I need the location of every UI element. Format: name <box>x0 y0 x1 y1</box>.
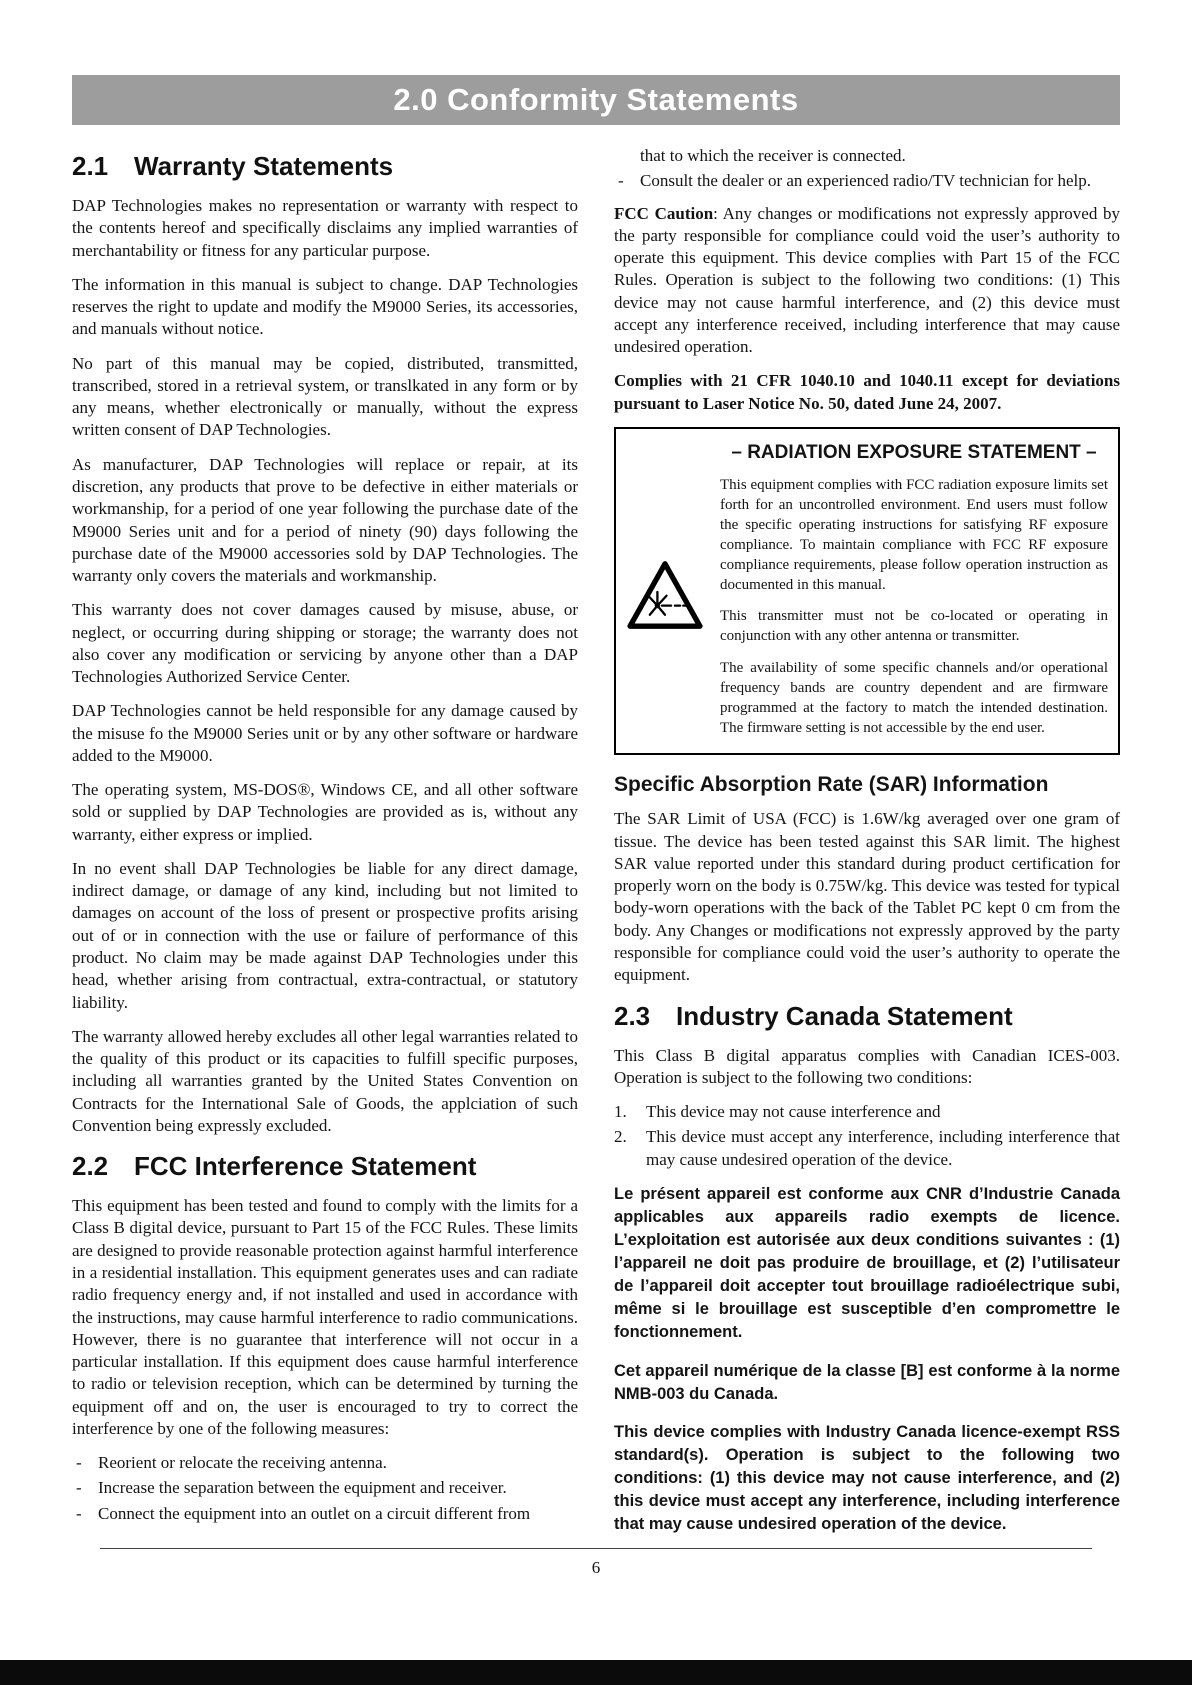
condition-text: This device may not cause interference and <box>646 1102 941 1122</box>
measure-text: Consult the dealer or an experienced radio/TV technician for help. <box>640 171 1091 191</box>
radiation-exposure-box <box>614 427 1120 755</box>
measure-continuation: that to which the receiver is connected. <box>640 146 906 165</box>
warranty-paragraph: As manufacturer, DAP Technologies will replace or repair, at its discretion, any products that prove to be defective in either materials or workmanship, for a period of one year following the purchase date of the M9000 Series unit and for a period of ninety (90) days following the purchase date of the M9000 accessories sold by DAP Technologies. The warranty only covers the materials and workmanship. <box>72 454 578 586</box>
heading-sar-information: Specific Absorption Rate (SAR) Information <box>614 772 1049 796</box>
measure-item <box>72 1452 578 1474</box>
condition-number: 1. <box>614 1102 627 1122</box>
fcc-caution-paragraph <box>614 203 1120 359</box>
dash-bullet: - <box>76 1453 82 1473</box>
footer-divider <box>100 1548 1092 1549</box>
fcc-caution-label: FCC Caution <box>614 203 714 223</box>
section-number: 2.3 <box>614 1000 651 1031</box>
fcc-intro-paragraph: This equipment has been tested and found to comply with the limits for a Class B digital device, pursuant to Part 15 of the FCC Rules. These limits are designed to provide reasonable protection against harmful interference in a residential installation. This equipment generates uses and can radiate radio frequency energy and, if not installed and used in accordance with the instructions, may cause harmful interference to radio communications. However, there is no guarantee that interference will not occur in a particular installation. If this equipment does cause harmful interference to radio or television reception, which can be determined by turning the equipment off and on, the user is encouraged to try to correct the interference by one of the following measures: <box>72 1196 578 1438</box>
section-number: 2.2 <box>72 1151 109 1182</box>
warranty-paragraph: DAP Technologies cannot be held responsible for any damage caused by the misuse fo the M9000 Series unit or by any other software or hardware added to the M9000. <box>72 701 578 765</box>
fcc-caution-text: : Any changes or modifications not expressly approved by the party responsible for compliance could void the user’s authority to operate this equipment. This device complies with Part 15 of the FCC Rules. Operation is subject to the following two conditions: (1) This device may not cause harmful interference, and (2) this device must accept any interference received, including interference that may cause undesired operation. <box>614 203 1121 357</box>
warranty-paragraph: The information in this manual is subject to change. DAP Technologies reserves the right to update and modify the M9000 Series, its accessories, and manuals without notice. <box>72 274 578 339</box>
right-column <box>614 145 1120 1551</box>
warranty-paragraph: In no event shall DAP Technologies be liable for any direct damage, indirect damage, or damage of any kind, including but not limited to damages on account of the loss of present or prospective profits arising out of or in connection with the use or failure of performance of this product. No claim may be made against DAP Technologies under this head, whether arising from contractual, extra-contractual, or statutory liability. <box>72 858 578 1012</box>
dash-bullet: - <box>618 171 624 191</box>
sar-paragraph: The SAR Limit of USA (FCC) is 1.6W/kg averaged over one gram of tissue. The device has been tested against this SAR limit. The highest SAR value reported under this standard during product certification for properly worn on the body is 0.75W/kg. This device was tested for typical body-worn operations with the back of the Tablet PC kept 0 cm from the body. Any Changes or modifications not expressly approved by the party responsible for compliance could void the user’s authority to operate the equipment. <box>614 809 1120 985</box>
measure-text: Increase the separation between the equipment and receiver. <box>98 1478 507 1498</box>
section-title: Warranty Statements <box>134 151 394 181</box>
page-number: 6 <box>591 1558 601 1577</box>
dash-bullet: - <box>76 1503 82 1523</box>
section-title: FCC Interference Statement <box>134 1151 477 1182</box>
condition-number: 2. <box>614 1127 627 1147</box>
warranty-paragraph: The operating system, MS-DOS®, Windows CE, and all other software sold or supplied by DAP Technologies are provided as is, without any warranty, either express or implied. <box>72 780 578 844</box>
heading-warranty-statements <box>72 149 578 183</box>
cfr-compliance-note: Complies with 21 CFR 1040.10 and 1040.11 except for deviations pursuant to Laser Notice No. 50, dated June 24, 2007. <box>614 371 1120 413</box>
two-column-layout <box>72 145 1120 1551</box>
radiation-paragraph: The availability of some specific channels and/or operational frequency bands are country dependent and are firmware programmed at the factory to match the intended destination. The firmware setting is not accessible by the end user. <box>720 659 1108 736</box>
measure-text: Reorient or relocate the receiving antenna. <box>98 1453 387 1473</box>
chapter-header-bar <box>72 75 1120 125</box>
rss-compliance-paragraph: This device complies with Industry Canada licence-exempt RSS standard(s). Operation is subject to the following two conditions: (1) this device may not cause interference, and (2) this device must accept any interference, including interference that may cause undesired operation of the device. <box>614 1422 1120 1534</box>
warranty-paragraph: This warranty does not cover damages caused by misuse, abuse, or neglect, or occurring during shipping or storage; the warranty does not also cover any modification or servicing by anyone other than a DAP Technologies Authorized Service Center. <box>72 600 578 687</box>
dash-bullet: - <box>76 1478 82 1498</box>
left-column <box>72 145 578 1551</box>
canada-conditions-list <box>614 1101 1120 1171</box>
measure-item <box>72 1477 578 1499</box>
warranty-paragraph: The warranty allowed hereby excludes all other legal warranties related to the quality of this product or its capacities to fulfill specific purposes, including all warranties granted by the United States Convention on Contracts for the International Sale of Goods, the applciation of such Convention being expressly excluded. <box>72 1026 578 1135</box>
heading-fcc-interference <box>72 1149 578 1183</box>
condition-item <box>614 1126 1120 1171</box>
warranty-paragraph: DAP Technologies makes no representation or warranty with respect to the contents hereof and specifically disclaims any implied warranties of merchantability or fitness for any particular purpose. <box>72 196 578 260</box>
laser-warning-icon <box>622 441 708 749</box>
measure-text: Connect the equipment into an outlet on a circuit different from <box>98 1503 531 1523</box>
page-bottom-bar <box>0 1660 1192 1685</box>
radiation-exposure-title: – RADIATION EXPOSURE STATEMENT – <box>731 441 1097 463</box>
condition-text: This device must accept any interference, including interference that may cause undesired operation of the device. <box>646 1127 1120 1169</box>
heading-industry-canada <box>614 999 1120 1033</box>
french-cnr-paragraph: Le présent appareil est conforme aux CNR d’Industrie Canada applicables aux appareils radio exempts de licence. L’exploitation est autorisée aux deux conditions suivantes : (1) l’appareil ne doit pas produire de brouillage, et (2) l’utilisateur de l’appareil doit accepter tout brouillage radioélectrique subi, même si le brouillage est susceptible d’en compromettre le fonctionnement. <box>614 1184 1120 1342</box>
radiation-exposure-text <box>720 441 1108 749</box>
measure-item <box>72 1503 578 1525</box>
condition-item <box>614 1101 1120 1123</box>
chapter-title: 2.0 Conformity Statements <box>393 82 799 117</box>
section-title: Industry Canada Statement <box>676 1000 1013 1031</box>
french-nmb-paragraph: Cet appareil numérique de la classe [B] est conforme à la norme NMB-003 du Canada. <box>614 1361 1120 1403</box>
measure-item <box>614 170 1120 192</box>
warranty-paragraph: No part of this manual may be copied, distributed, transmitted, transcribed, stored in a retrieval system, or translkated in any form or by any means, whether electronically or manually, without the express written consent of DAP Technologies. <box>72 353 578 440</box>
section-number: 2.1 <box>72 151 109 181</box>
radiation-paragraph: This equipment complies with FCC radiation exposure limits set forth for an uncontrolled environment. End users must follow the specific operating instructions for satisfying RF exposure compliance. To maintain compliance with FCC RF exposure compliance requirements, please follow operation instruction as documented in this manual. <box>720 476 1108 594</box>
radiation-paragraph: This transmitter must not be co-located or operating in conjunction with any other antenna or transmitter. <box>720 608 1108 645</box>
canada-intro-paragraph: This Class B digital apparatus complies with Canadian ICES-003. Operation is subject to the following two conditions: <box>614 1045 1120 1087</box>
